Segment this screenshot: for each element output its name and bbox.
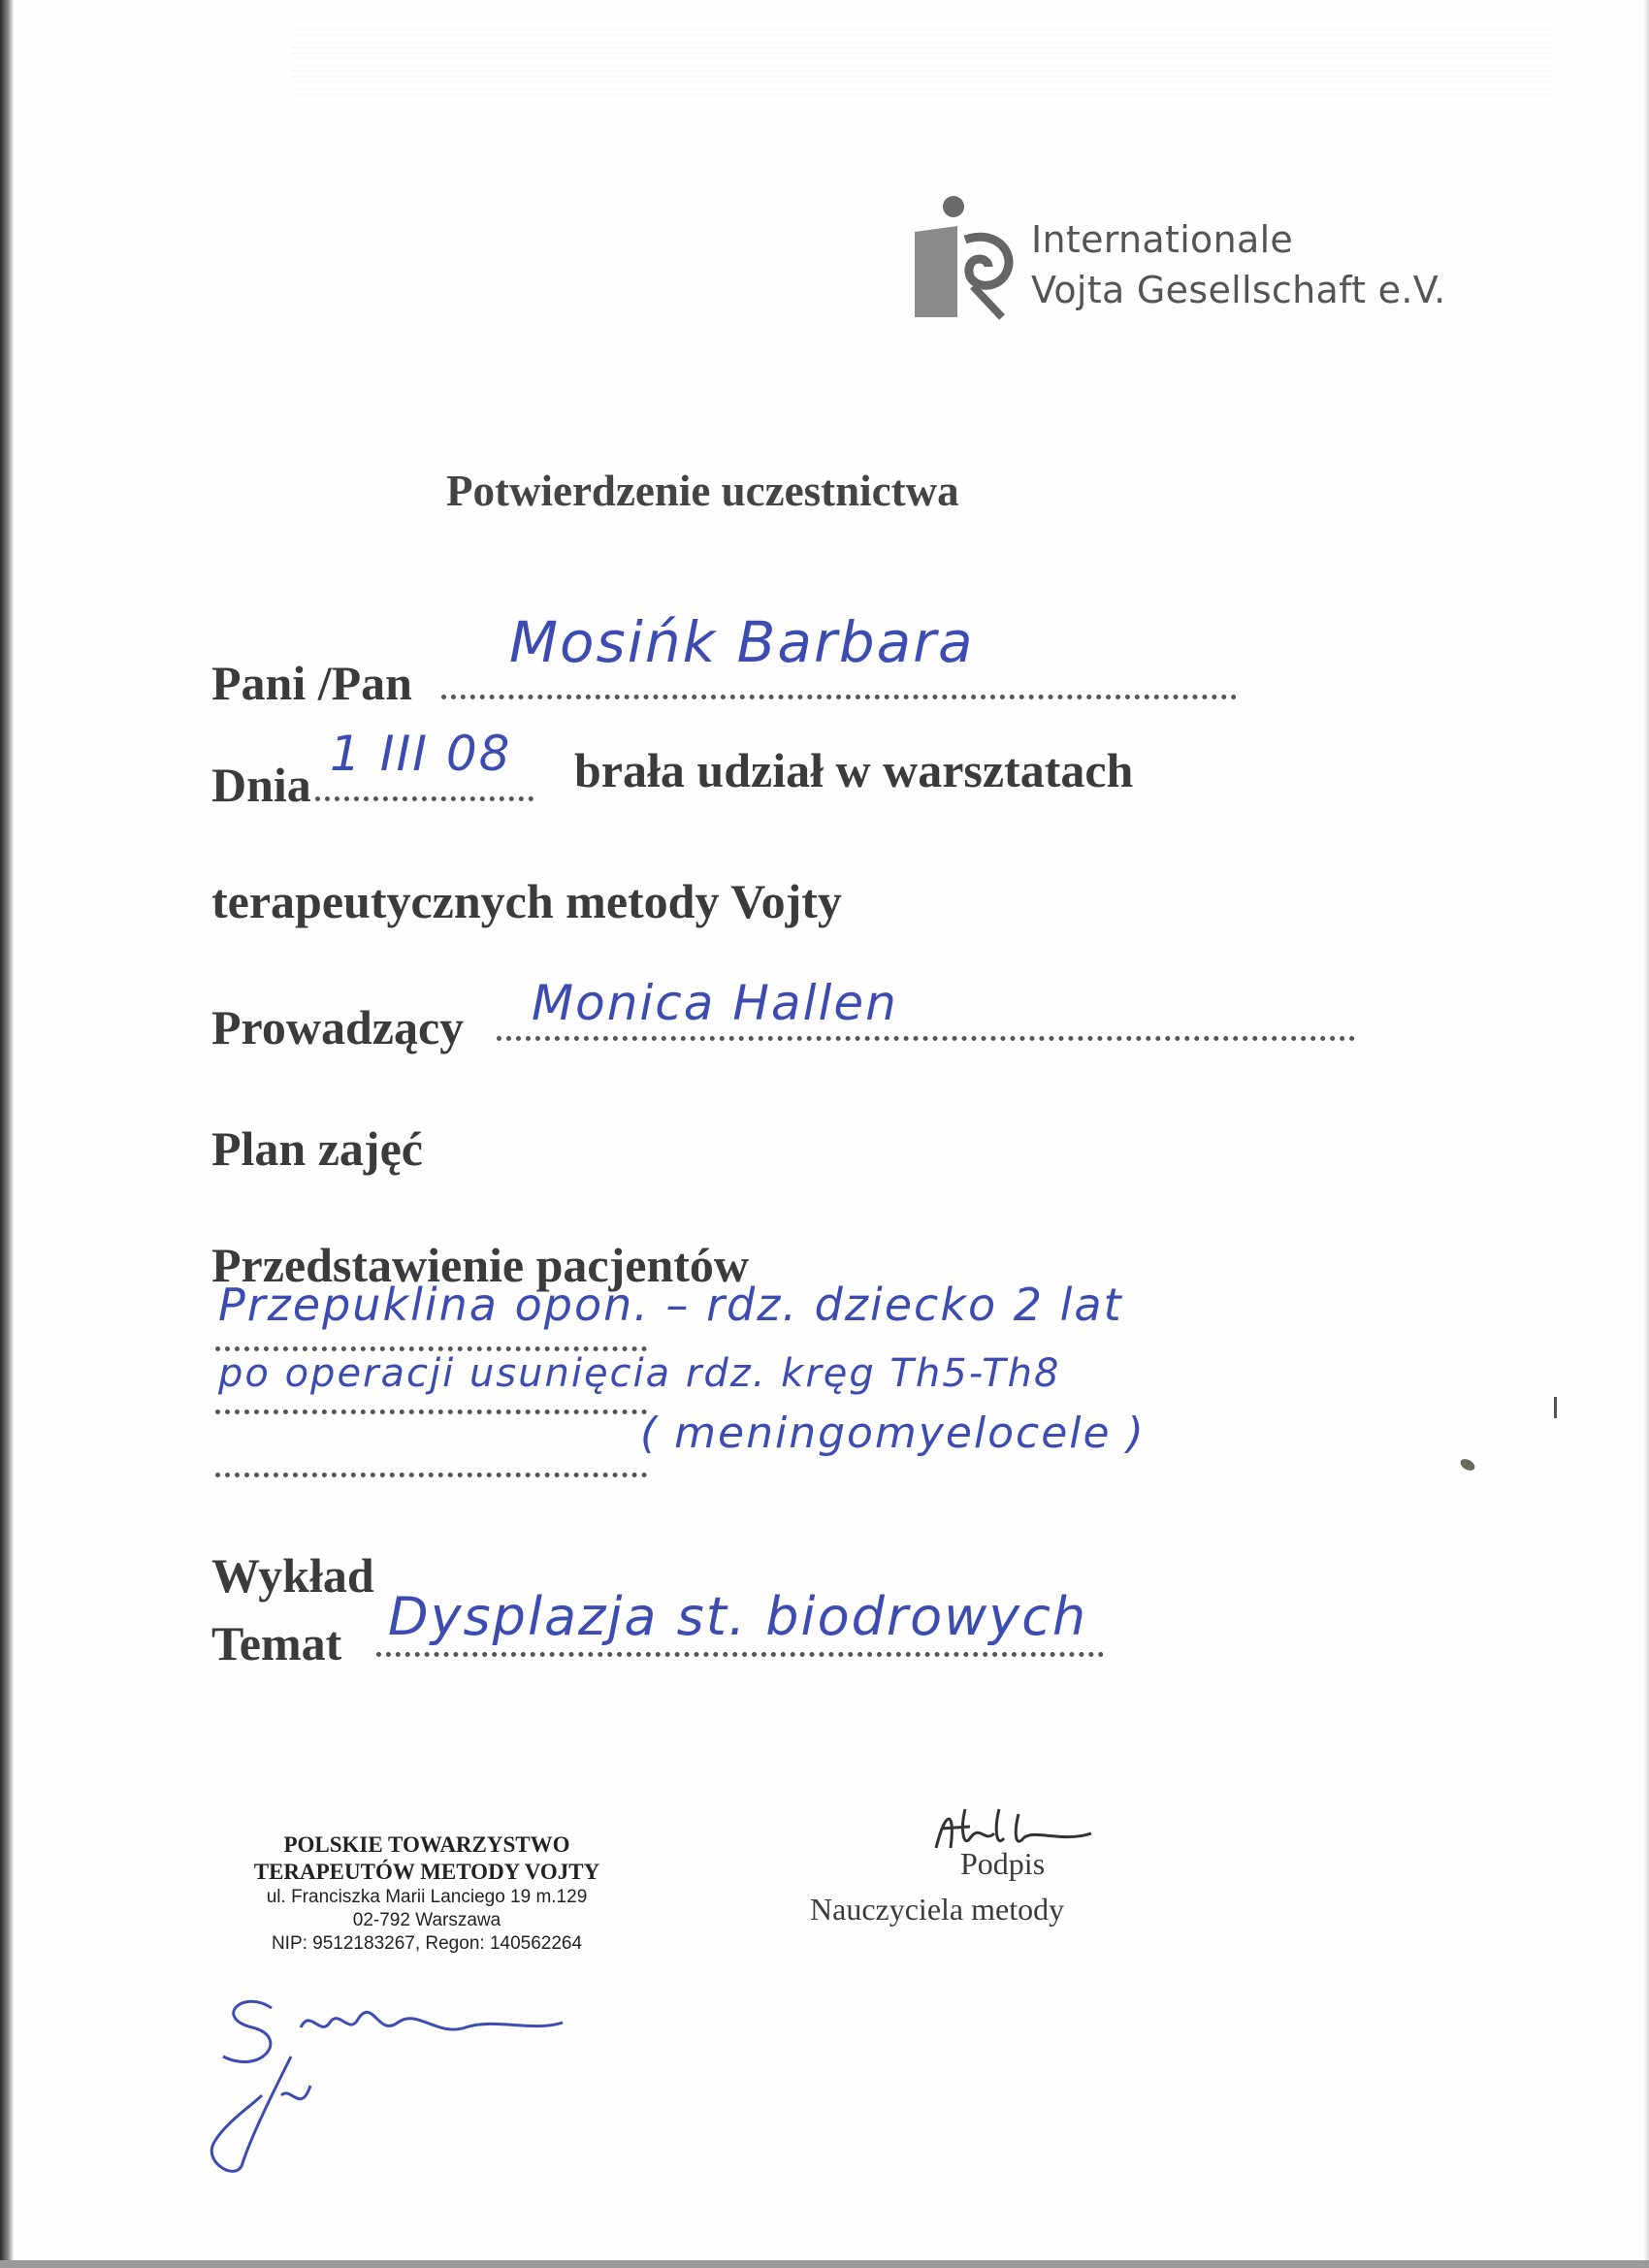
patients-handwritten-1: Przepuklina opon. – rdz. dziecko 2 lat	[218, 1279, 1123, 1331]
topic-handwritten: Dysplazja st. biodrowych	[388, 1586, 1088, 1647]
date-handwritten: 1 III 08	[330, 726, 512, 782]
patients-handwritten-3: ( meningomyelocele )	[640, 1409, 1146, 1458]
scan-edge-left	[0, 0, 14, 2268]
stamp-line4: 02-792 Warszawa	[352, 1910, 501, 1930]
name-handwritten: Mosińk Barbara	[509, 609, 975, 675]
workshops-line: terapeutycznych metody Vojty	[211, 874, 842, 928]
scan-speck	[1554, 1397, 1557, 1418]
stamp-signature-scribble	[184, 1969, 592, 2192]
lecture-label: Wykład	[211, 1548, 374, 1603]
name-label: Pani /Pan	[211, 656, 412, 710]
date-text: brała udział w warsztatach	[574, 743, 1134, 797]
patients-dotted-line-2	[215, 1402, 647, 1414]
stamp-line3: ul. Franciszka Marii Lanciego 19 m.129	[266, 1887, 588, 1907]
date-dotted-line	[315, 789, 534, 801]
ivg-logo-mark	[907, 189, 1023, 325]
patients-label: Przedstawienie pacjentów	[211, 1238, 750, 1292]
ivg-logo	[907, 189, 1450, 325]
topic-label: Temat	[211, 1616, 342, 1670]
logo-text-line2: Vojta Gesellschaft e.V.	[1031, 269, 1446, 311]
date-label: Dnia	[211, 758, 311, 812]
document-title: Potwierdzenie uczestnictwa	[446, 467, 959, 515]
podpis-label: Podpis	[960, 1846, 1046, 1881]
plan-label: Plan zajęć	[211, 1121, 423, 1176]
scan-edge-right	[1643, 0, 1649, 2268]
scan-speck	[1459, 1457, 1477, 1474]
organization-stamp	[242, 1831, 611, 1956]
nauczyciela-label: Nauczyciela metody	[810, 1892, 1065, 1927]
stamp-line5: NIP: 9512183267, Regon: 140562264	[271, 1933, 583, 1954]
instructor-label: Prowadzący	[211, 1000, 465, 1054]
scan-edge-bottom	[0, 2260, 1649, 2268]
patients-dotted-line-3	[215, 1465, 647, 1477]
stamp-line1: POLSKIE TOWARZYSTWO	[283, 1832, 570, 1857]
patients-dotted-line-1	[215, 1339, 647, 1351]
stamp-line2: TERAPEUTÓW METODY VOJTY	[253, 1860, 600, 1884]
instructor-handwritten: Monica Hallen	[532, 975, 898, 1031]
logo-text-line1: Internationale	[1031, 218, 1294, 261]
patients-handwritten-2: po operacji usunięcia rdz. kręg Th5-Th8	[218, 1351, 1061, 1396]
name-dotted-line	[441, 687, 1237, 699]
scan-noise	[291, 29, 1552, 97]
